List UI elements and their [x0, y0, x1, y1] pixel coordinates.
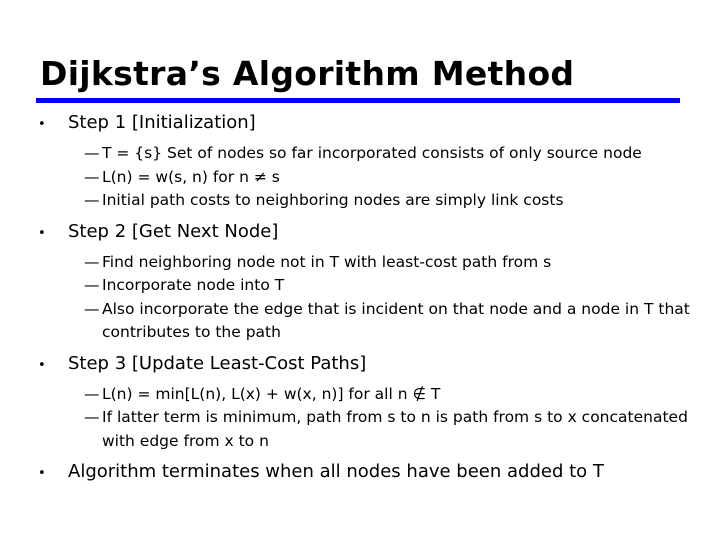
- sub-point-text: Initial path costs to neighboring nodes are simply link costs: [102, 191, 564, 209]
- bullet-dot: •: [38, 466, 46, 481]
- sub-point-text: T = {s} Set of nodes so far incorporated consists of only source node: [102, 144, 642, 162]
- sub-point: [84, 166, 698, 190]
- bullet-step-1: [38, 110, 698, 138]
- step-2-subpoints: [84, 247, 698, 351]
- sub-point-text: Also incorporate the edge that is incident on that node and a node in T that contributes to the path: [102, 299, 690, 341]
- dash-marker: —: [84, 167, 100, 186]
- sub-point-text: L(n) = w(s, n) for n ≠ s: [102, 167, 280, 186]
- sub-point: [84, 142, 698, 166]
- bullet-step-3: [38, 351, 698, 379]
- dash-marker: —: [84, 276, 100, 294]
- sub-point: [84, 251, 698, 275]
- sub-point: [84, 274, 698, 298]
- title-underline: [36, 98, 680, 103]
- final-label: Algorithm terminates when all nodes have been added to T: [68, 461, 604, 482]
- step-1-subpoints: [84, 138, 698, 219]
- step-3-label: Step 3 [Update Least-Cost Paths]: [68, 352, 367, 374]
- step-3-subpoints: [84, 379, 698, 460]
- step-2-label: Step 2 [Get Next Node]: [68, 220, 279, 242]
- sub-point-text: L(n) = min[L(n), L(x) + w(x, n)] for all n ∉ T: [102, 384, 441, 403]
- dash-marker: —: [84, 384, 100, 403]
- dash-marker: —: [84, 144, 100, 162]
- sub-point-text: Find neighboring node not in T with least-cost path from s: [102, 252, 552, 271]
- dash-marker: —: [84, 408, 100, 426]
- dash-marker: —: [84, 252, 100, 271]
- sub-point-text: Incorporate node into T: [102, 276, 285, 294]
- step-1-label: Step 1 [Initialization]: [68, 112, 256, 133]
- slide-title: Dijkstra’s Algorithm Method: [40, 54, 575, 93]
- bullet-final: [38, 459, 698, 487]
- bullet-dot: •: [38, 225, 46, 241]
- bullet-dot: •: [38, 117, 46, 132]
- sub-point-text: If latter term is minimum, path from s to n is path from s to x concatenated with edge from x to n: [102, 408, 688, 450]
- sub-point: [84, 383, 698, 407]
- slide-body: [38, 110, 698, 487]
- dash-marker: —: [84, 191, 100, 209]
- sub-point: [84, 406, 698, 453]
- dash-marker: —: [84, 299, 100, 318]
- bullet-step-2: [38, 219, 698, 247]
- bullet-dot: •: [38, 357, 46, 373]
- sub-point: [84, 298, 698, 345]
- sub-point: [84, 189, 698, 213]
